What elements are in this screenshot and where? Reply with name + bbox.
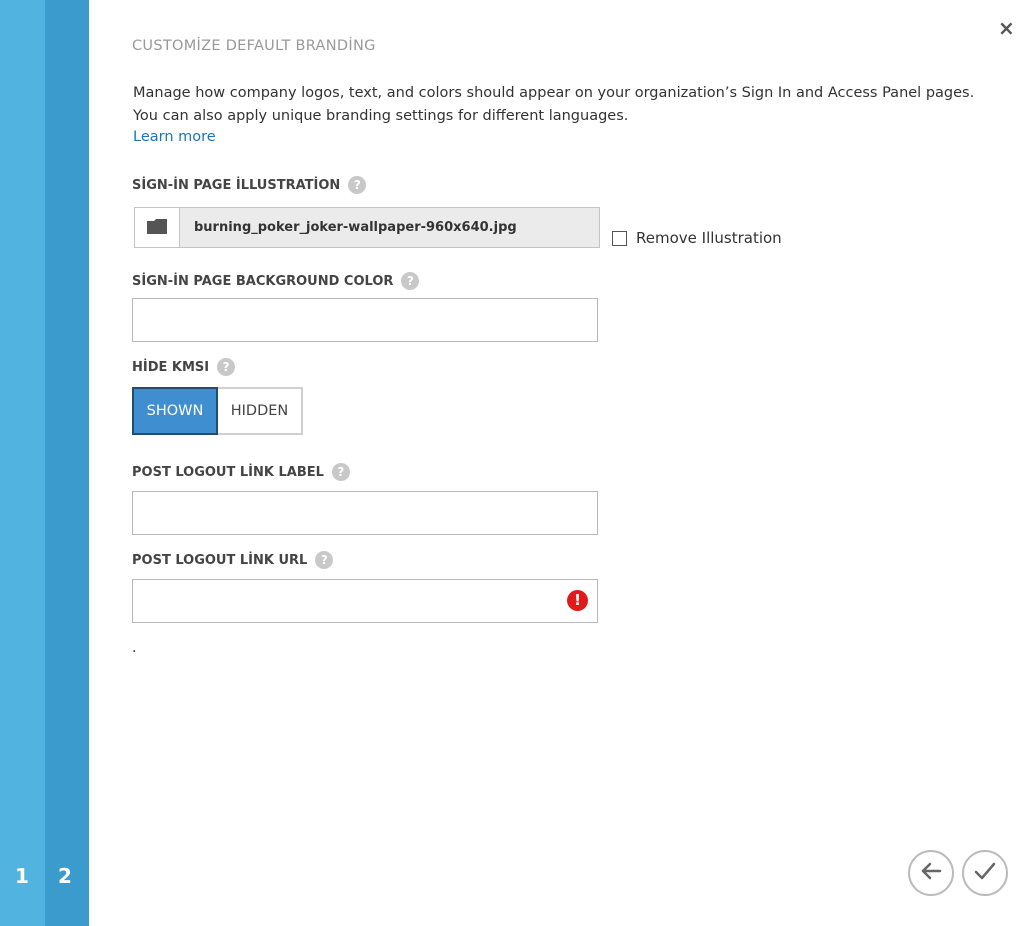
dialog-description: Manage how company logos, text, and colors should appear on your organization’s Sign In and Access Panel pages. You can also apply unique branding settings for different languages. — [133, 85, 975, 124]
help-icon[interactable]: ? — [401, 272, 419, 290]
post-logout-link-label-label: POST LOGOUT LİNK LABEL — [132, 464, 324, 480]
step-indicator-1[interactable]: 1 — [15, 864, 29, 888]
close-icon[interactable]: × — [998, 16, 1015, 40]
wizard-rail-step-2 — [45, 0, 89, 926]
illustration-file-picker[interactable] — [134, 207, 600, 248]
kmsi-shown-option[interactable]: SHOWN — [132, 387, 218, 435]
logout-label-row — [132, 463, 350, 481]
logout-url-row — [132, 551, 333, 569]
help-icon[interactable]: ? — [348, 176, 366, 194]
complete-button[interactable] — [962, 850, 1008, 896]
checkbox-box[interactable] — [612, 231, 627, 246]
help-icon[interactable]: ? — [315, 551, 333, 569]
browse-button[interactable] — [135, 208, 180, 247]
back-button[interactable] — [908, 850, 954, 896]
background-color-label: SİGN-İN PAGE BACKGROUND COLOR — [132, 273, 394, 289]
footer-dot: . — [132, 640, 137, 656]
back-arrow-icon — [920, 862, 942, 884]
folder-icon — [147, 218, 167, 238]
background-label-row — [132, 272, 419, 290]
help-icon[interactable]: ? — [332, 463, 350, 481]
checkmark-icon — [974, 862, 996, 884]
remove-illustration-checkbox[interactable] — [612, 229, 782, 247]
post-logout-link-url-label: POST LOGOUT LİNK URL — [132, 552, 308, 568]
illustration-filename: burning_poker_joker-wallpaper-960x640.jpg — [194, 220, 517, 235]
step-indicator-2[interactable]: 2 — [58, 864, 72, 888]
remove-illustration-label: Remove Illustration — [636, 229, 782, 247]
error-icon: ! — [567, 590, 588, 611]
learn-more-link[interactable]: Learn more — [133, 129, 216, 145]
post-logout-link-label-input[interactable] — [132, 491, 598, 535]
hide-kmsi-label: HİDE KMSI — [132, 359, 210, 375]
kmsi-toggle[interactable] — [132, 387, 303, 435]
help-icon[interactable]: ? — [217, 358, 235, 376]
post-logout-link-url-input[interactable] — [132, 579, 598, 623]
dialog-title: CUSTOMİZE DEFAULT BRANDİNG — [132, 38, 376, 54]
illustration-label: SİGN-İN PAGE İLLUSTRATİON — [132, 177, 341, 193]
illustration-label-row — [132, 176, 366, 194]
kmsi-label-row — [132, 358, 235, 376]
wizard-rail-step-1 — [0, 0, 45, 926]
kmsi-hidden-option[interactable]: HIDDEN — [218, 387, 303, 435]
background-color-input[interactable] — [132, 298, 598, 342]
